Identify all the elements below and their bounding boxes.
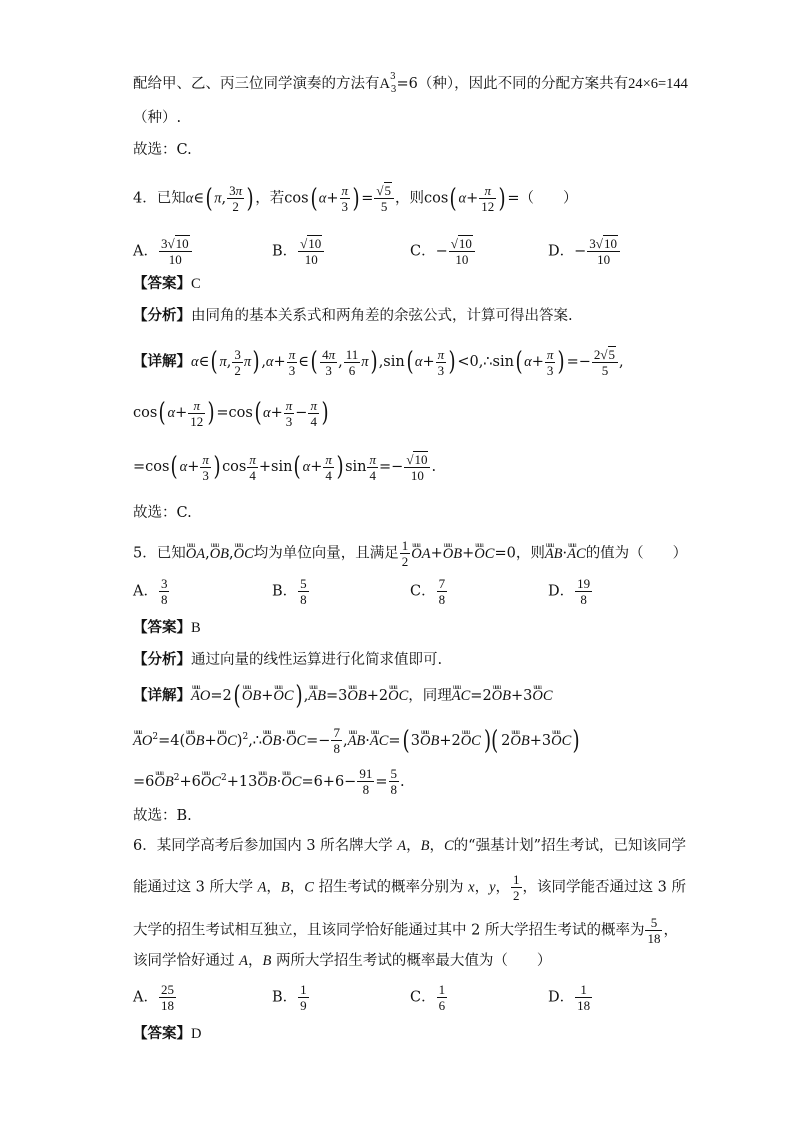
- q4-option-b: B． $\frac{√10}{10}$: [272, 236, 325, 267]
- q4-option-d: D．− $\frac{3√10}{10}$: [548, 236, 621, 267]
- q5-answer: 【答案】B: [133, 619, 201, 636]
- q4-detail-3: =cos( α+ $\frac{\pi}{3}$ ) cos $\frac{\pi}{4}$ +sin( α+ $\frac{\pi}{4}$ ) sin $\frac{\pi}{4}$ =− $\frac{√10}{10}$ .: [133, 451, 437, 483]
- top-line-2: （种）.: [133, 110, 182, 126]
- q4-option-a: A． $\frac{3√10}{10}$: [133, 236, 193, 267]
- q4-option-c: C．− $\frac{√10}{10}$: [410, 236, 476, 267]
- q5-option-b: B． $\frac{5}{8}$: [272, 576, 307, 607]
- q5-detail-3: =6uuu $OB^2+6uuu$ $OC^2+13uuu$ OB·uuu OC=6+6− $\frac{91}{8}$ = $\frac{5}{8}$ .: [133, 763, 405, 797]
- q6-answer: 【答案】D: [133, 1025, 202, 1042]
- q5-option-d: D． $\frac{19}{8}$: [548, 576, 591, 607]
- q6-line-4: 该同学恰好通过 A，B 两所大学招生考试的概率最大值为（ ）: [133, 953, 552, 969]
- top-line-1: 配给甲、乙、丙三位同学演奏的方法有$A^3_3=6$（种），因此不同的分配方案共有24×6=144: [133, 72, 688, 95]
- q6-option-a: A． $\frac{25}{18}$: [133, 982, 174, 1013]
- q4-detail-2: cos( α+ $\frac{\pi}{12}$ ) =cos( α+ $\frac{\pi}{3}$ − $\frac{\pi}{4}$ ): [133, 397, 329, 429]
- q5-detail-2: uuu $AO^2=4(uuu$ OB+uuu OC)$^2$,∴uuu OB·uuu OC=− $\frac{7}{8}$ ,uuu AB·uuu AC=( 3uuu OB+2uuu OC )( 2uuu OB+3uuu OC): [133, 722, 581, 756]
- q5-option-a: A． $\frac{3}{8}$: [133, 576, 168, 607]
- top-choice: 故选：C.: [133, 142, 192, 158]
- q4-analysis: 【分析】由同角的基本关系式和两角差的余弦公式，计算可得出答案.: [133, 307, 573, 324]
- q6-line-2: 能通过这 3 所大学 A，B，C 招生考试的概率分别为 x，y， $\frac{1}{2}$ ，该同学能否通过这 3 所: [133, 872, 686, 903]
- q4-choice: 故选：C.: [133, 505, 192, 521]
- q6-line-3: 大学的招生考试相互独立，且该同学恰好能通过其中 2 所大学招生考试的概率为 $\frac{5}{18}$ ，: [133, 915, 678, 946]
- q5-choice: 故选：B.: [133, 808, 192, 824]
- q6-option-c: C． $\frac{1}{6}$: [410, 982, 446, 1013]
- q4-answer: 【答案】C: [133, 275, 201, 292]
- q6-line-1: 6．某同学高考后参加国内 3 所名牌大学 A，B，C的“强基计划”招生考试，已知该同学: [133, 838, 686, 854]
- q5-option-c: C． $\frac{7}{8}$: [410, 576, 446, 607]
- q6-option-d: D． $\frac{1}{18}$: [548, 982, 591, 1013]
- q5-detail-1: 【详解】uuu AO=2(uuu OB+uuu OC) ,uuu AB=3uuu OB+2uuu OC，同理uuu AC=2uuu OB+3uuu OC: [133, 683, 553, 709]
- q6-option-b: B． $\frac{1}{9}$: [272, 982, 307, 1013]
- q5-stem: 5．已知uuu OA,uuu OB,uuu OC均为单位向量，且满足 $\frac{1}{2}$ uuu OA+uuu OB+uuu OC=0，则uuu AB·uuu AC的值为（ ）: [133, 538, 687, 569]
- q4-detail-1: 【详解】α∈( π, $\frac{3}{2}$ π) ,α+ $\frac{\pi}{3}$ ∈( $\frac{4\pi}{3}$ , $\frac{11}{6}$ π) ,sin( α+ $\frac{\pi}{3}$ ) <0,∴sin( α+ $\frac{\pi}{3}$ ) =− $\frac{2√5}{5}$ ,: [133, 346, 624, 378]
- q5-analysis: 【分析】通过向量的线性运算进行化简求值即可.: [133, 651, 443, 668]
- q4-stem: 4．已知α∈( π, $\frac{3\pi}{2}$ ) ，若cos( α+ $\frac{\pi}{3}$ ) = $\frac{√5}{5}$ ，则cos( α+ $\frac{\pi}{12}$ ) =（ ）: [133, 183, 578, 214]
